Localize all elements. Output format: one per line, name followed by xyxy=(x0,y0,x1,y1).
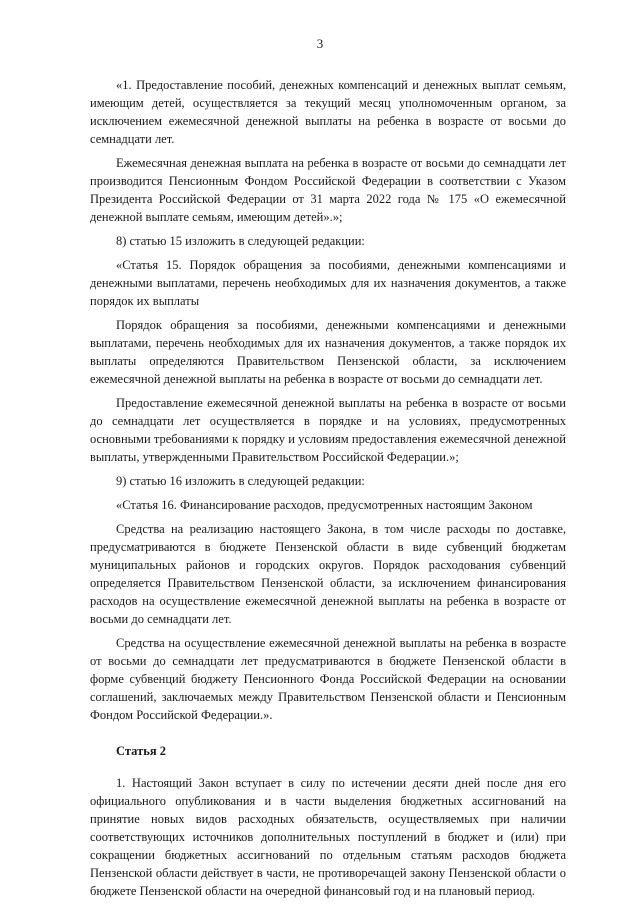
paragraph-10: Средства на осуществление ежемесячной денежной выплаты на ребенка в возрасте от восьми до семнадцати лет предусматриваются в бюджете Пензенской области в форме субвенций бюджету Пенсионного Фонда Российской Федерации на основании соглашений, заключаемых между Правительством Пензенской области и Пенсионным Фондом Российской Федерации.». xyxy=(90,636,566,722)
page-number: 3 xyxy=(316,36,324,51)
article-2-paragraph: 1. Настоящий Закон вступает в силу по истечении десяти дней после дня его официального опубликования и в части выделения бюджетных ассигнований на принятие новых видов расходных обязательств, осуществляемых при наличии соответствующих источников дополнительных поступлений в бюджет и (или) при сокращении бюджетных ассигнований по отдельным статьям расходов бюджета Пензенской области действует в части, не противоречащей закону Пензенской области о бюджете Пензенской области на очередной финансовый год и на плановый период. xyxy=(90,776,566,898)
paragraph-3: 8) статью 15 изложить в следующей редакции: xyxy=(116,234,365,248)
paragraph-1: «1. Предоставление пособий, денежных компенсаций и денежных выплат семьям, имеющим детей, осуществляется за текущий месяц уполномоченным органом, за исключением ежемесячной денежной выплаты на ребенка в возрасте от восьми до семнадцати лет. xyxy=(90,78,566,146)
paragraph-4: «Статья 15. Порядок обращения за пособиями, денежными компенсациями и денежными выплатами, перечень необходимых для их назначения документов, а также порядок их выплаты xyxy=(90,258,566,308)
paragraph-6: Предоставление ежемесячной денежной выплаты на ребенка в возрасте от восьми до семнадцати лет осуществляется в порядке и на условиях, предусмотренных основными требованиями к порядку и условиям предоставления ежемесячной денежной выплаты, утвержденными Правительством Российской Федерации.»; xyxy=(90,396,566,464)
article-2-heading: Статья 2 xyxy=(116,744,166,758)
paragraph-8: «Статья 16. Финансирование расходов, предусмотренных настоящим Законом xyxy=(116,498,533,512)
paragraph-9: Средства на реализацию настоящего Закона, в том числе расходы по доставке, предусматриваются в бюджете Пензенской области в виде субвенций бюджетам муниципальных районов и городских округов. Порядок расходования субвенций определяется Правительством Пензенской области, за исключением финансирования расходов на осуществление ежемесячной денежной выплаты на ребенка в возрасте от восьми до семнадцати лет. xyxy=(90,522,566,626)
paragraph-5: Порядок обращения за пособиями, денежными компенсациями и денежными выплатами, перечень необходимых для их назначения документов, а также порядок их выплаты определяются Правительством Пензенской области, за исключением ежемесячной денежной выплаты на ребенка в возрасте от восьми до семнадцати лет. xyxy=(90,318,566,386)
document-body xyxy=(90,76,566,906)
paragraph-7: 9) статью 16 изложить в следующей редакции: xyxy=(116,474,365,488)
paragraph-2: Ежемесячная денежная выплата на ребенка в возрасте от восьми до семнадцати лет производится Пенсионным Фондом Российской Федерации в соответствии с Указом Президента Российской Федерации от 31 марта 2022 года № 175 «О ежемесячной денежной выплате семьям, имеющим детей».»; xyxy=(90,156,566,224)
